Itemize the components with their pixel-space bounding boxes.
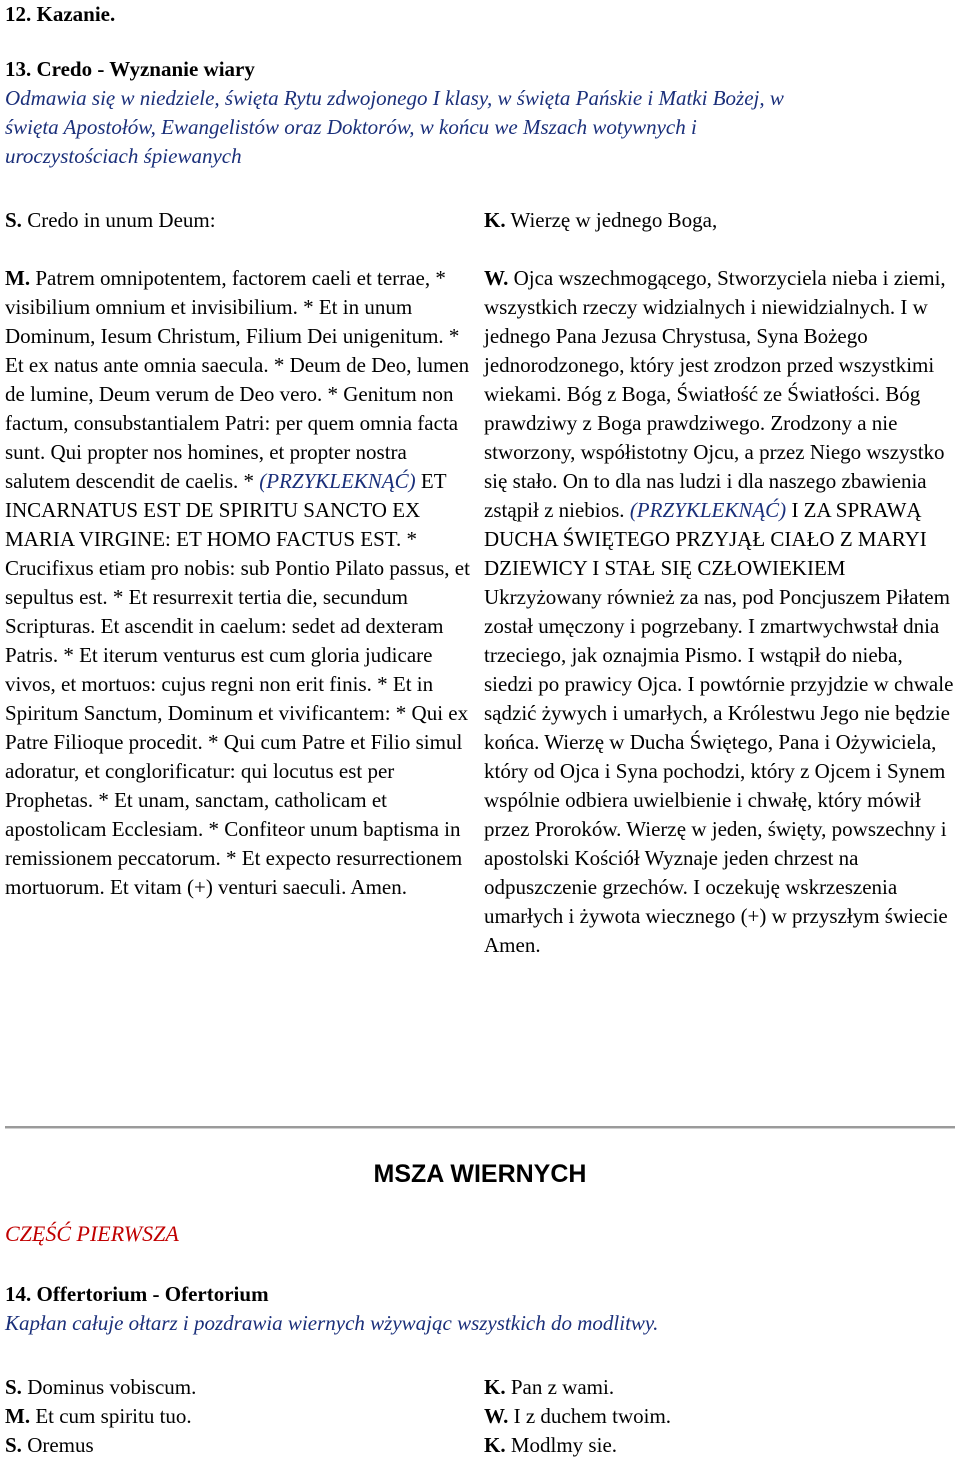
intro-polish: [484, 206, 717, 235]
credo-latin-text-1: Patrem omnipotentem, factorem caeli et terrae, * visibilium omnium et invisibilium. * Et in unum Dominum, Iesum Christum, Filium Dei unigenitum. * Et ex natus ante omnia saecula. * Deum de Deo, lumen de lumine, Deum verum de Deo vero. * Genitum non factum, consubstantialem Patri: per quem omnia facta sunt. Qui propter nos homines, et propter nostra salutem descendit de caelis. *: [5, 266, 470, 493]
speaker-prefix: S.: [5, 1433, 22, 1457]
speaker-w: W.: [484, 266, 509, 290]
part-title: CZĘŚĆ PIERWSZA: [5, 1221, 179, 1246]
intro-latin-text: Credo in unum Deum:: [21, 208, 216, 232]
dialogue-left-2: [5, 1402, 192, 1431]
kneel-rubric-latin: (PRZYKLEKNĄĆ): [259, 469, 416, 493]
dialogue-text: Dominus vobiscum.: [21, 1375, 197, 1399]
speaker-k: K.: [484, 208, 506, 232]
credo-polish-text-2: I ZA SPRAWĄ DUCHA ŚWIĘTEGO PRZYJĄŁ CIAŁO Z MARYI DZIEWICY I STAŁ SIĘ CZŁOWIEKIEM Ukrzyżowany również za nas, pod Poncjuszem Piłatem został umęczony i pogrzebany. I zmartwychwstał dnia trzeciego, jak oznajmia Pismo. I wstąpił do nieba, siedzi po prawicy Ojca. I powtórnie przyjdzie w chwale sądzić żywych i umarłych, a Królestwu Jego nie będzie końca. Wierzę w Ducha Świętego, Pana i Ożywiciela, który od Ojca i Syna pochodzi, który z Ojcem i Synem wspólnie odbiera uwielbienie i chwałę, który mówił przez Proroków. Wierzę w jeden, święty, powszechny i apostolski Kościół Wyznaje jeden chrzest na odpuszczenie grzechów. I oczekuję wskrzeszenia umarłych i żywota wiecznego (+) w przyszłym świecie Amen.: [484, 498, 954, 957]
speaker-prefix: W.: [484, 1404, 509, 1428]
speaker-prefix: K.: [484, 1375, 506, 1399]
credo-polish-column: [484, 264, 956, 960]
dialogue-text: Oremus: [21, 1433, 94, 1457]
mass-heading: MSZA WIERNYCH: [373, 1160, 587, 1188]
rubric-line-1: Odmawia się w niedziele, święta Rytu zdwojonego I klasy, w święta Pańskie i Matki Bożej, w: [5, 86, 784, 110]
offertory-rubric: Kapłan całuje ołtarz i pozdrawia wiernych wżywając wszystkich do modlitwy.: [5, 1311, 659, 1335]
dialogue-right-3: [484, 1431, 617, 1460]
section-14-title: 14. Offertorium - Ofertorium: [5, 1282, 269, 1306]
dialogue-left-1: [5, 1373, 196, 1402]
speaker-prefix: K.: [484, 1433, 506, 1457]
speaker-s: S.: [5, 208, 22, 232]
dialogue-left-3: [5, 1431, 94, 1460]
section-12-title: 12. Kazanie.: [5, 2, 116, 26]
section-13-title: 13. Credo - Wyznanie wiary: [5, 57, 255, 81]
intro-latin: [5, 206, 216, 235]
credo-latin-column: [5, 264, 477, 902]
credo-latin-text-2: ET INCARNATUS EST DE SPIRITU SANCTO EX MARIA VIRGINE: ET HOMO FACTUS EST. * Crucifixus etiam pro nobis: sub Pontio Pilato passus, et sepultus est. * Et resurrexit tertia die, secundum Scripturas. Et ascendit in caelum: sedet ad dexteram Patris. * Et iterum venturus est cum gloria judicare vivos, et mortuos: cujus regni non erit finis. * Et in Spiritum Sanctum, Dominum et vivificantem: * Qui ex Patre Filioque procedit. * Qui cum Patre et Filio simul adoratur, et conglorificatur: qui locutus est per Prophetas. * Et unam, sanctam, catholicam et apostolicam Ecclesiam. * Confiteor unum baptisma in remissionem peccatorum. * Et expecto resurrectionem mortuorum. Et vitam (+) venturi saeculi. Amen.: [5, 469, 470, 899]
rubric-line-2: święta Apostołów, Ewangelistów oraz Doktorów, w końcu we Mszach wotywnych i: [5, 115, 697, 139]
dialogue-right-2: [484, 1402, 671, 1431]
dialogue-text: Et cum spiritu tuo.: [30, 1404, 192, 1428]
dialogue-text: I z duchem twoim.: [508, 1404, 672, 1428]
speaker-prefix: S.: [5, 1375, 22, 1399]
dialogue-right-1: [484, 1373, 614, 1402]
dialogue-text: Modlmy sie.: [505, 1433, 618, 1457]
credo-polish-text-1: Ojca wszechmogącego, Stworzyciela nieba i ziemi, wszystkich rzeczy widzialnych i niewidzialnych. I w jednego Pana Jezusa Chrystusa, Syna Bożego jednorodzonego, który jest zrodzon przed wszystkimi wiekami. Bóg z Boga, Światłość ze Światłości. Bóg prawdziwy z Boga prawdziwego. Zrodzony a nie stworzony, współistotny Ojcu, a przez Niego wszystko się stało. On to dla nas ludzi i dla naszego zbawienia zstąpił z niebios.: [484, 266, 946, 522]
rubric-line-3: uroczystościach śpiewanych: [5, 144, 242, 168]
dialogue-text: Pan z wami.: [505, 1375, 615, 1399]
kneel-rubric-polish: (PRZYKLEKNĄĆ): [629, 498, 787, 522]
intro-polish-text: Wierzę w jednego Boga,: [505, 208, 718, 232]
horizontal-divider: [5, 1126, 955, 1129]
speaker-prefix: M.: [5, 1404, 31, 1428]
speaker-m: M.: [5, 266, 31, 290]
